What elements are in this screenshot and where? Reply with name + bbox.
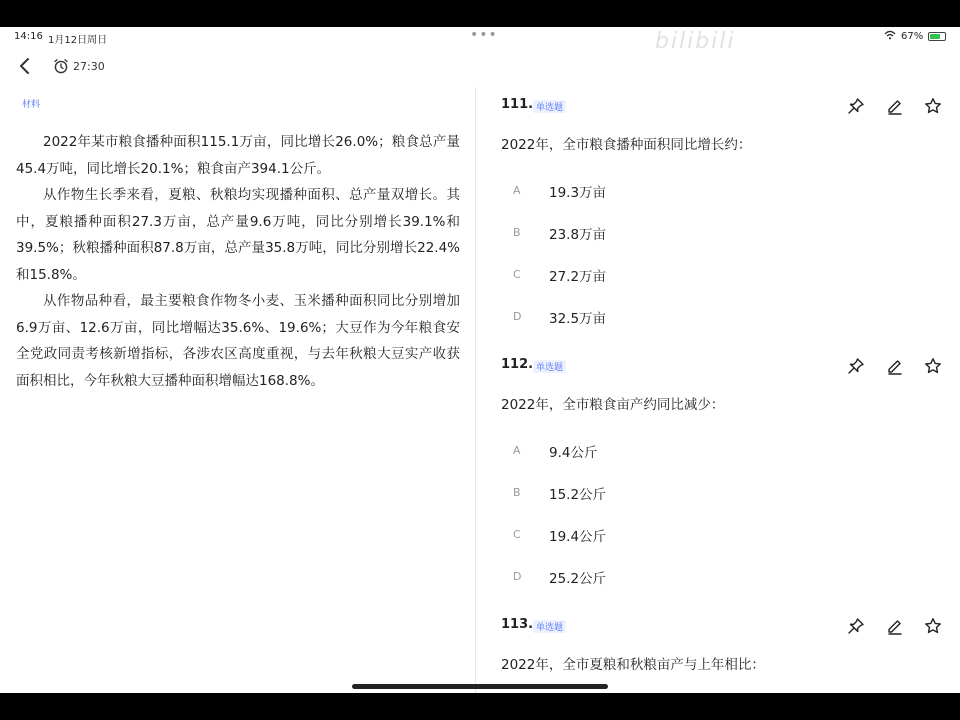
option-a[interactable] [477,439,960,463]
pin-icon[interactable] [847,97,865,115]
option-d[interactable] [477,565,960,589]
option-b[interactable] [477,221,960,245]
pencil-icon[interactable] [886,357,904,375]
option-letter: A [513,184,521,197]
battery-icon [928,32,946,41]
star-icon[interactable] [924,617,942,635]
pin-icon[interactable] [847,357,865,375]
pencil-icon[interactable] [886,97,904,115]
option-letter: B [513,486,521,499]
alarm-clock-icon[interactable] [53,58,69,74]
option-b[interactable] [477,481,960,505]
pencil-icon[interactable] [886,617,904,635]
home-indicator[interactable] [352,684,608,689]
option-letter: A [513,444,521,457]
battery-percent: 67% [901,31,924,42]
question-number: 111. [501,97,534,112]
option-text: 9.4公斤 [549,445,598,461]
material-passage [16,129,460,394]
option-letter: D [513,570,522,583]
option-text: 15.2公斤 [549,487,607,503]
option-letter: C [513,268,521,281]
option-text: 32.5万亩 [549,311,607,327]
chevron-left-icon[interactable] [18,57,32,75]
question-number: 112. [501,357,534,372]
questions-pane[interactable] [477,87,960,693]
status-time: 14:16 [14,31,43,42]
question-stem: 2022年，全市粮食亩产约同比减少： [501,397,725,413]
option-a[interactable] [477,179,960,203]
question-type-tag: 单选题 [533,360,566,373]
question-112 [477,357,960,607]
material-pane[interactable] [0,87,476,693]
option-text: 23.8万亩 [549,227,607,243]
passage-paragraph: 从作物生长季来看，夏粮、秋粮均实现播种面积、总产量双增长。其中，夏粮播种面积27.3万亩，总产量9.6万吨，同比分别增长39.1%和39.5%；秋粮播种面积87.8万亩，总产量35.8万吨，同比分别增长22.4%和15.8%。 [16,187,460,283]
passage-paragraph: 从作物品种看，最主要粮食作物冬小麦、玉米播种面积同比分别增加6.9万亩、12.6万亩，同比增幅达35.6%、19.6%；大豆作为今年粮食安全党政同责考核新增指标，各涉农区高度重视，与去年秋粮大豆实产收获面积相比，今年秋粮大豆播种面积增幅达168.8%。 [16,293,460,389]
multitask-dots-icon[interactable]: ••• [470,27,498,43]
passage-paragraph: 2022年某市粮食播种面积115.1万亩，同比增长26.0%；粮食总产量45.4万吨，同比增长20.1%；粮食亩产394.1公斤。 [16,134,460,177]
option-text: 25.2公斤 [549,571,607,587]
option-letter: C [513,528,521,541]
app-screen [0,27,960,693]
question-type-tag: 单选题 [533,100,566,113]
pin-icon[interactable] [847,617,865,635]
question-113 [477,617,960,693]
option-letter: D [513,310,522,323]
option-d[interactable] [477,305,960,329]
option-c[interactable] [477,523,960,547]
option-text: 27.2万亩 [549,269,607,285]
star-icon[interactable] [924,357,942,375]
option-letter: B [513,226,521,239]
star-icon[interactable] [924,97,942,115]
question-111 [477,97,960,347]
status-bar [0,27,960,54]
option-text: 19.3万亩 [549,185,607,201]
question-stem: 2022年，全市夏粮和秋粮亩产与上年相比： [501,657,765,673]
wifi-icon [884,30,896,43]
watermark-logo: bilibili [655,29,736,54]
option-c[interactable] [477,263,960,287]
top-toolbar [0,49,960,85]
question-number: 113. [501,617,534,632]
timer-value: 27:30 [73,60,105,73]
question-stem: 2022年，全市粮食播种面积同比增长约： [501,137,752,153]
question-type-tag: 单选题 [533,620,566,633]
option-text: 19.4公斤 [549,529,607,545]
status-date: 1月12日周日 [48,35,108,46]
material-tag: 材料 [22,100,41,110]
